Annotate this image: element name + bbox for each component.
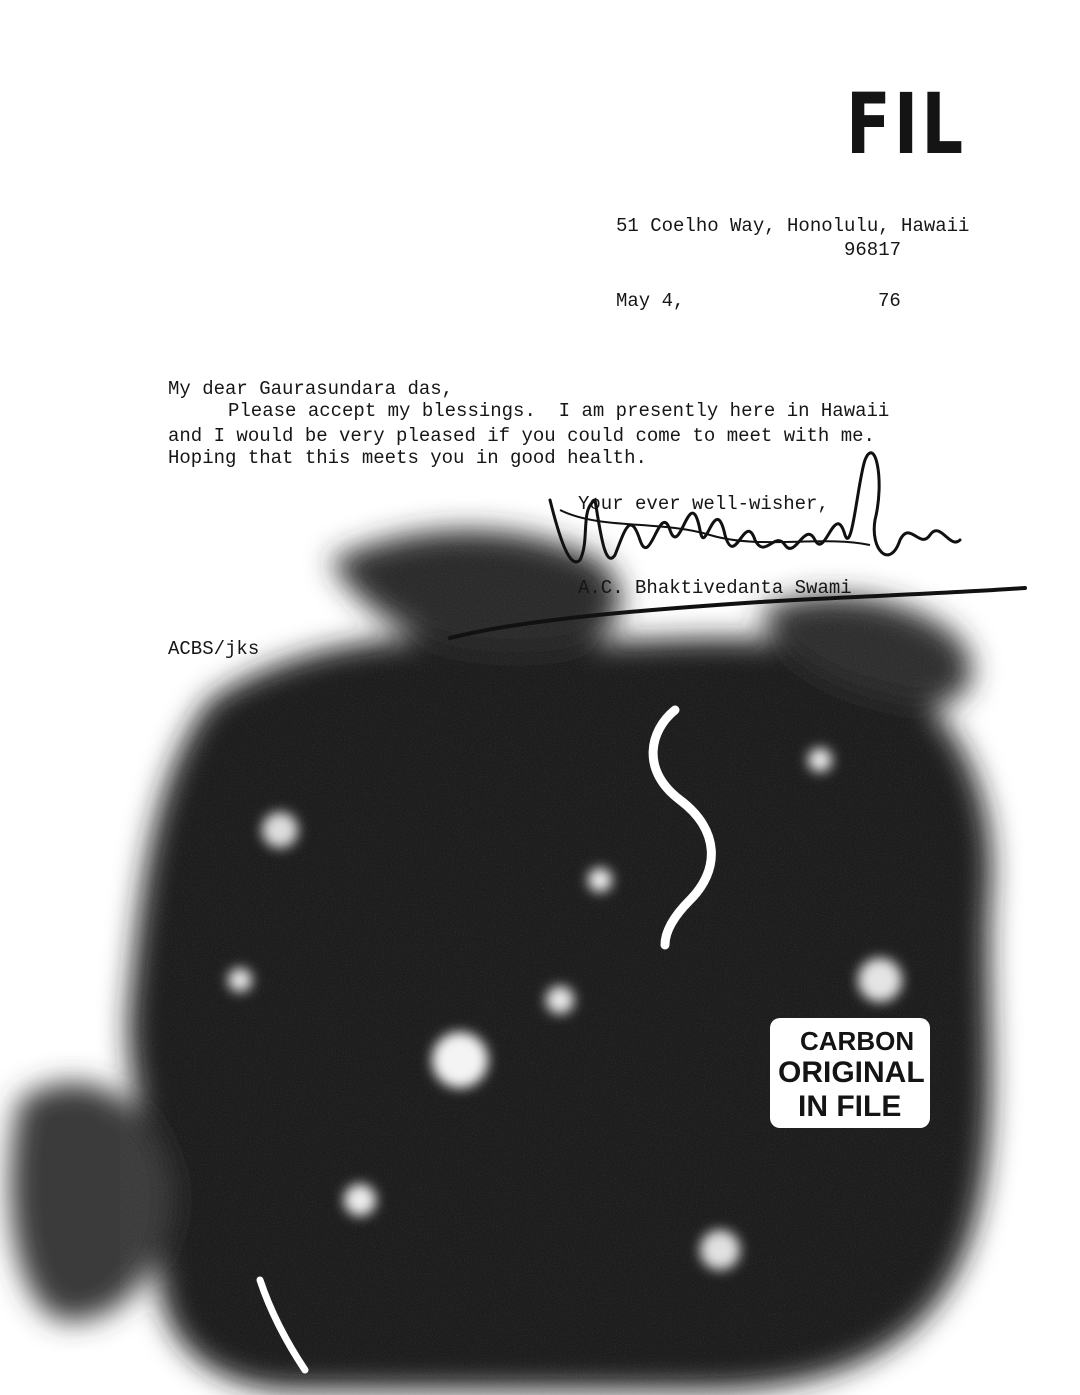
date-year: 76 <box>878 290 901 312</box>
date-month-day: May 4, <box>616 290 685 312</box>
white-scratch-mark <box>620 690 740 950</box>
white-scratch-mark-lower <box>250 1270 320 1380</box>
body-line-1: Please accept my blessings. I am presently here in Hawaii <box>228 400 890 422</box>
carbon-stamp-line-3: IN FILE <box>798 1090 902 1123</box>
closing: Your ever well-wisher, <box>578 493 829 515</box>
carbon-original-stamp <box>770 1018 930 1128</box>
body-line-3: Hoping that this meets you in good health. <box>168 447 647 469</box>
address-line-2: 96817 <box>844 239 902 261</box>
salutation: My dear Gaurasundara das, <box>168 378 454 400</box>
signature-underline <box>440 577 1030 650</box>
carbon-stamp-line-2: ORIGINAL <box>778 1056 925 1089</box>
file-stamp: FIL <box>846 75 967 173</box>
body-line-2: and I would be very pleased if you could come to meet with me. <box>168 425 875 447</box>
handwritten-signature <box>540 440 970 600</box>
typist-initials: ACBS/jks <box>168 638 260 660</box>
address-line-1: 51 Coelho Way, Honolulu, Hawaii <box>616 215 970 237</box>
carbon-stamp-line-1: CARBON <box>800 1026 915 1056</box>
sender-name: A.C. Bhaktivedanta Swami <box>578 577 852 599</box>
